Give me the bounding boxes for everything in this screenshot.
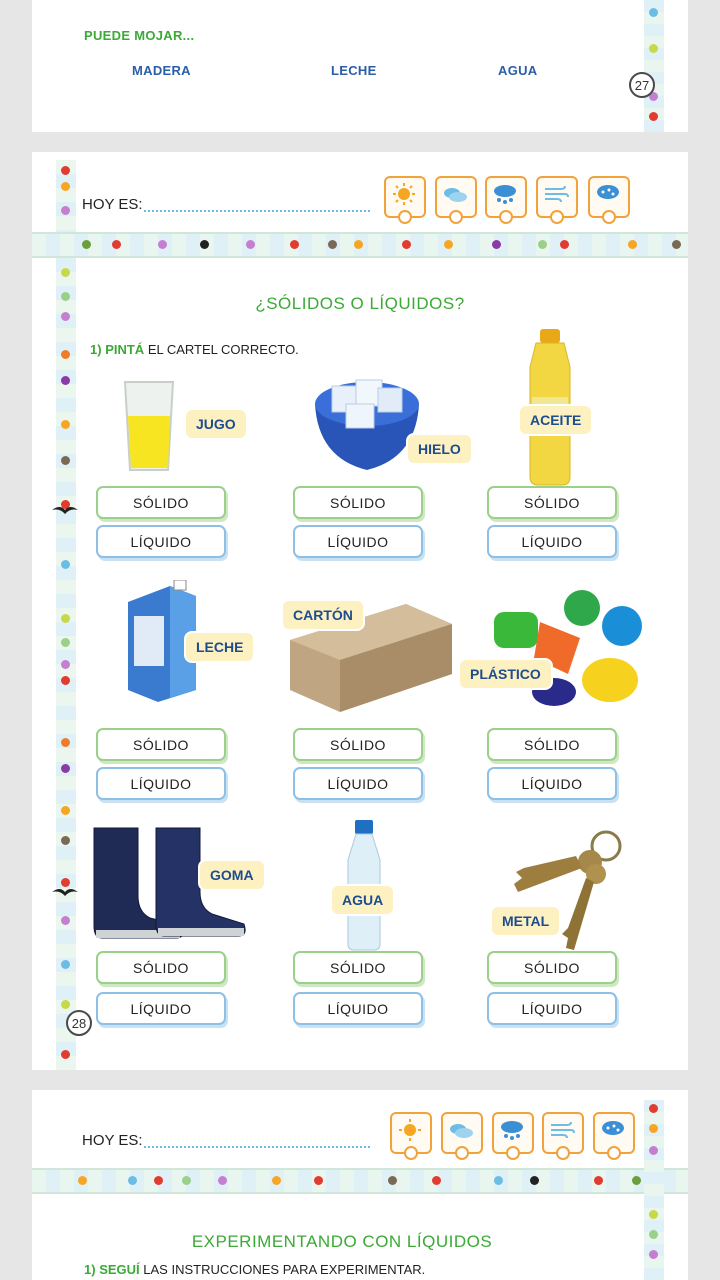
instruction-verb: SEGUÍ — [99, 1262, 140, 1277]
snow-icon — [600, 1119, 626, 1141]
plastic-toys-image — [490, 588, 642, 712]
weather-sun-option[interactable] — [390, 1112, 432, 1154]
liquid-button-plastico[interactable]: LÍQUIDO — [487, 767, 617, 800]
decorative-border — [32, 1168, 688, 1194]
page-29 — [32, 1090, 688, 1280]
item-label-carton: CARTÓN — [283, 601, 363, 629]
item-label-metal: METAL — [492, 907, 559, 935]
rain-icon — [499, 1119, 525, 1141]
instruction-verb: PINTÁ — [105, 342, 145, 357]
item-label-leche: LECHE — [186, 633, 253, 661]
page-title: EXPERIMENTANDO CON LÍQUIDOS — [191, 1232, 493, 1251]
sun-icon — [397, 1119, 423, 1141]
border-strip — [644, 0, 664, 132]
item-label-plastico: PLÁSTICO — [460, 660, 551, 688]
weather-wind-option[interactable] — [536, 176, 578, 218]
solid-button-goma[interactable]: SÓLIDO — [96, 951, 226, 984]
decorative-border — [32, 232, 688, 258]
instruction-number: 1) — [84, 1262, 96, 1277]
liquid-button-metal[interactable]: LÍQUIDO — [487, 992, 617, 1025]
instruction-number: 1) — [90, 342, 102, 357]
solid-button-jugo[interactable]: SÓLIDO — [96, 486, 226, 519]
item-label-agua: AGUA — [332, 886, 393, 914]
wind-icon — [549, 1119, 575, 1141]
snow-icon — [595, 183, 621, 205]
weather-rain-option[interactable] — [492, 1112, 534, 1154]
bird-icon — [50, 502, 80, 518]
solid-button-metal[interactable]: SÓLIDO — [487, 951, 617, 984]
solid-button-carton[interactable]: SÓLIDO — [293, 728, 423, 761]
page-27 — [32, 0, 688, 132]
liquid-button-carton[interactable]: LÍQUIDO — [293, 767, 423, 800]
page-28 — [32, 152, 688, 1070]
liquid-button-aceite[interactable]: LÍQUIDO — [487, 525, 617, 558]
liquid-button-agua[interactable]: LÍQUIDO — [293, 992, 423, 1025]
wind-icon — [543, 183, 569, 205]
sun-icon — [391, 183, 417, 205]
rain-icon — [492, 183, 518, 205]
weather-wind-option[interactable] — [542, 1112, 584, 1154]
instruction-text: LAS INSTRUCCIONES PARA EXPERIMENTAR. — [143, 1262, 426, 1277]
item-label-hielo: HIELO — [408, 435, 471, 463]
date-write-line[interactable] — [144, 1146, 370, 1148]
solid-button-agua[interactable]: SÓLIDO — [293, 951, 423, 984]
liquid-button-jugo[interactable]: LÍQUIDO — [96, 525, 226, 558]
liquid-button-goma[interactable]: LÍQUIDO — [96, 992, 226, 1025]
instruction — [90, 342, 299, 357]
page1-heading: PUEDE MOJAR... — [84, 28, 195, 43]
cloud-icon — [442, 183, 468, 205]
item-label-aceite: ACEITE — [520, 406, 591, 434]
instruction-text: EL CARTEL CORRECTO. — [147, 342, 299, 357]
weather-snow-option[interactable] — [588, 176, 630, 218]
weather-rain-option[interactable] — [485, 176, 527, 218]
keys-image — [510, 828, 622, 954]
item-label-jugo: JUGO — [186, 410, 246, 438]
page-number: 28 — [66, 1010, 92, 1036]
weather-snow-option[interactable] — [593, 1112, 635, 1154]
date-label: HOY ES: — [82, 196, 143, 213]
solid-button-leche[interactable]: SÓLIDO — [96, 728, 226, 761]
page-number: 27 — [629, 72, 655, 98]
liquid-button-leche[interactable]: LÍQUIDO — [96, 767, 226, 800]
date-label: HOY ES: — [82, 1132, 143, 1149]
juice-glass-image — [122, 378, 176, 474]
word-agua: AGUA — [498, 63, 538, 78]
date-write-line[interactable] — [144, 210, 370, 212]
solid-button-plastico[interactable]: SÓLIDO — [487, 728, 617, 761]
instruction — [84, 1262, 425, 1277]
right-border-strip — [644, 1100, 664, 1280]
solid-button-hielo[interactable]: SÓLIDO — [293, 486, 423, 519]
liquid-button-hielo[interactable]: LÍQUIDO — [293, 525, 423, 558]
weather-cloud-option[interactable] — [435, 176, 477, 218]
solid-button-aceite[interactable]: SÓLIDO — [487, 486, 617, 519]
weather-sun-option[interactable] — [384, 176, 426, 218]
item-label-goma: GOMA — [200, 861, 264, 889]
word-madera: MADERA — [132, 63, 191, 78]
weather-cloud-option[interactable] — [441, 1112, 483, 1154]
page-title: ¿SÓLIDOS O LÍQUIDOS? — [255, 294, 465, 313]
word-leche: LECHE — [331, 63, 377, 78]
bird-icon-2 — [50, 884, 80, 900]
cloud-icon — [448, 1119, 474, 1141]
ice-bowl-image — [312, 374, 422, 474]
